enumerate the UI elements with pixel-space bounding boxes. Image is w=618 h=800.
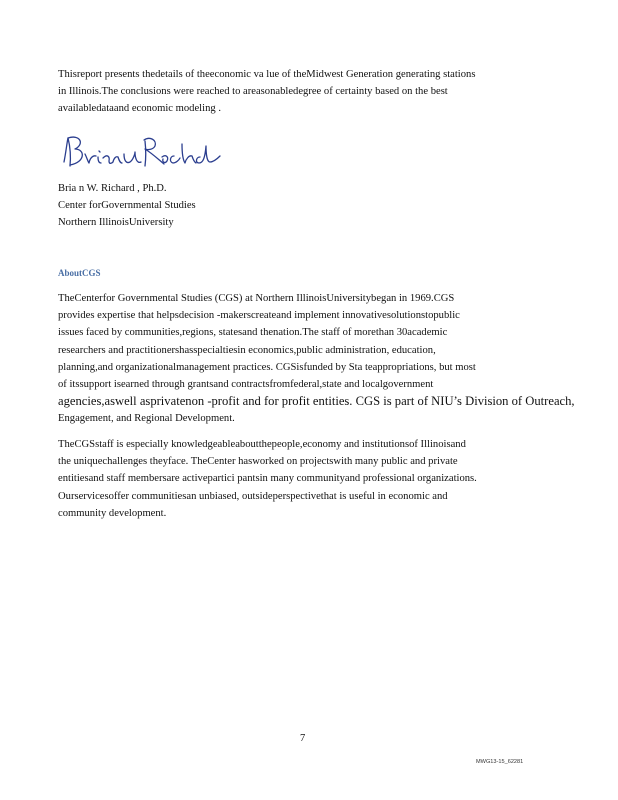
- page-number: 7: [300, 733, 306, 744]
- about2-line: community development.: [58, 507, 167, 519]
- section-heading-about-cgs: AboutCGS: [58, 268, 101, 278]
- author-block: [58, 180, 563, 232]
- intro-line: in Illinois.The conclusions were reached to areasonabledegree of certainty based on the best: [58, 86, 448, 98]
- about2-line: TheCGSstaff is especially knowledgeableaboutthepeople,economy and institutionsof Illinoisand: [58, 439, 466, 450]
- about-line: researchers and practitionershasspecialtiesin economics,public administration, education,: [58, 344, 436, 356]
- about-paragraph-2: [58, 436, 563, 522]
- about-line: issues faced by communities,regions, statesand thenation.The staff of morethan 30academic: [58, 327, 448, 339]
- about-line: provides expertise that helpsdecision -makerscreateand implement innovativesolutionstopublic: [58, 310, 460, 322]
- intro-line: Thisreport presents thedetails of theeconomic va lue of theMidwest Generation generating stations: [58, 69, 476, 80]
- about-line: planning,and organizationalmanagement practices. CGSisfunded by Sta teappropriations, but most: [58, 361, 476, 373]
- author-center: Center forGovernmental Studies: [58, 200, 196, 212]
- about2-line: the uniquechallenges theyface. TheCenter hasworked on projectswith many public and private: [58, 456, 458, 468]
- document-code: MWG13-15_62281: [476, 759, 524, 765]
- intro-line: availabledataand economic modeling .: [58, 103, 221, 115]
- handwritten-signature-image: [58, 132, 223, 176]
- about-line: TheCenterfor Governmental Studies (CGS) at Northern IllinoisUniversitybegan in 1969.CGS: [58, 293, 455, 304]
- author-name: Bria n W. Richard , Ph.D.: [58, 183, 167, 194]
- about-line: of itssupport isearned through grantsand contractsfromfederal,state and localgovernment: [58, 379, 434, 391]
- author-university: Northern IllinoisUniversity: [58, 217, 174, 229]
- intro-paragraph: [58, 66, 563, 118]
- about2-line: entitiesand staff membersare activepartici pantsin many communityand professional organizations.: [58, 473, 477, 485]
- signature: [58, 132, 223, 176]
- about2-line: Ourservicesoffer communitiesan unbiased, outsideperspectivethat is useful in economic and: [58, 490, 448, 502]
- about-line: agencies,aswell asprivatenon -profit and for profit entities. CGS is part of NIU’s Division of Outreach,: [58, 394, 575, 409]
- about-paragraph-1: [58, 290, 575, 428]
- about-line: Engagement, and Regional Development.: [58, 413, 235, 425]
